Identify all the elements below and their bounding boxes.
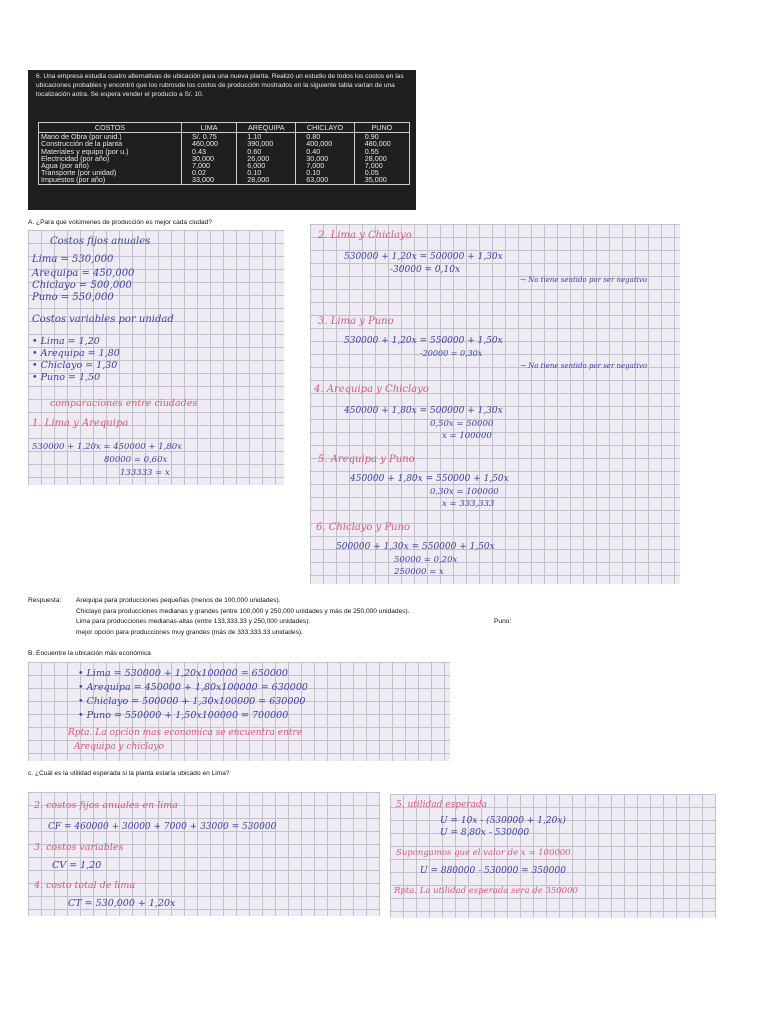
hw-line: Rpta. La utilidad esperada sera de 350000 bbox=[394, 886, 578, 896]
cost-value: 30,000 bbox=[182, 155, 237, 162]
hw-line: Arequipa = 450,000 bbox=[32, 268, 135, 279]
hw-line: -20000 = 0,30x bbox=[420, 349, 483, 358]
cost-value: S/. 0.75 bbox=[182, 133, 237, 141]
hw-line: 530000 + 1,20x = 550000 + 1,50x bbox=[344, 336, 503, 346]
header-lima: LIMA bbox=[182, 123, 237, 133]
header-costos: COSTOS bbox=[39, 123, 182, 133]
cost-value: 26,000 bbox=[237, 155, 296, 162]
hw-line: 4. costo total de lima bbox=[34, 880, 136, 891]
cost-value: 0.02 bbox=[182, 169, 237, 176]
hw-line: Supongamos que el valor de x = 100000 bbox=[396, 848, 571, 858]
cost-item-label: Mano de Obra (por unid.) bbox=[39, 133, 182, 141]
cost-value: 0.80 bbox=[296, 133, 354, 141]
hw-line: 3. Lima y Puno bbox=[318, 316, 394, 327]
hw-line: 50000 = 0,20x bbox=[394, 555, 458, 565]
hw-line: U = 8,80x - 530000 bbox=[440, 828, 530, 838]
hw-line: Rpta. La opción mas economica se encuentra entre bbox=[68, 728, 303, 738]
respuesta-puno: Puno: bbox=[494, 618, 512, 625]
cost-item-label: Construcción de la planta bbox=[39, 140, 182, 147]
hw-line: Arequipa y chiclayo bbox=[74, 742, 164, 752]
hw-line: Costos variables por unidad bbox=[32, 314, 174, 325]
hw-line: U = 880000 - 530000 = 350000 bbox=[420, 866, 566, 876]
hw-line: 6. Chiclayo y Puno bbox=[316, 522, 411, 533]
hw-line: • Puno = 550000 + 1,50x100000 = 700000 bbox=[78, 710, 289, 721]
hw-line: 2. costos fijos anuales en lima bbox=[34, 800, 178, 811]
cost-value: 0.60 bbox=[237, 148, 296, 155]
hw-line: x = 100000 bbox=[442, 431, 492, 441]
respuesta-line: Arequipa para producciones pequeñas (menos de 100,000 unidades). bbox=[76, 597, 281, 604]
cost-value: 28,000 bbox=[354, 155, 409, 162]
cost-value: 1.10 bbox=[237, 133, 296, 141]
problem-text: 6. Una empresa estudia cuatro alternativas de ubicación para una nueva planta. Realizó un estudio de todos los costos en las ubicaciones probables y encontró que los rubrosde los costos de producción mostrados en la siguiente tabla varían de una localización aotra. Se espera vender el producto a S/. 10. bbox=[36, 73, 404, 98]
hw-line: CT = 530,000 + 1,20x bbox=[68, 898, 176, 909]
hw-line: 2. Lima y Chiclayo bbox=[318, 230, 412, 241]
hw-line: → No tiene sentido por ser negativo bbox=[520, 362, 648, 370]
question-c: c. ¿Cuál es la utilidad esperada si la planta estaría ubicado en Lima? bbox=[28, 770, 230, 777]
hw-line: Lima = 530,000 bbox=[32, 254, 114, 265]
cost-value: 0.10 bbox=[296, 169, 354, 176]
hw-line: 500000 + 1,30x = 550000 + 1,50x bbox=[336, 542, 495, 552]
cost-table-body bbox=[39, 133, 410, 184]
hw-line: U = 10x - (530000 + 1,20x) bbox=[440, 816, 566, 826]
hw-line: 4. Arequipa y Chiclayo bbox=[314, 384, 429, 395]
cost-table-header bbox=[39, 123, 410, 133]
hw-line: → No tiene sentido por ser negativo bbox=[520, 276, 648, 284]
hw-line: • Lima = 1,20 bbox=[32, 336, 100, 347]
notebook-photo-c1 bbox=[28, 792, 380, 916]
hw-line: 530000 + 1,20x = 500000 + 1,30x bbox=[344, 252, 503, 262]
cost-value: 460,000 bbox=[182, 140, 237, 147]
cost-table-row bbox=[39, 155, 410, 162]
hw-line: Chiclayo = 500,000 bbox=[32, 280, 132, 291]
hw-line: 250000 = x bbox=[394, 567, 444, 577]
cost-value: 28,000 bbox=[237, 176, 296, 184]
cost-value: 390,000 bbox=[237, 140, 296, 147]
hw-line: 5. utilidad esperada bbox=[396, 800, 488, 810]
hw-line: • Arequipa = 1,80 bbox=[32, 348, 120, 359]
hw-line: x = 333,333 bbox=[442, 499, 495, 509]
hw-line: 133333 = x bbox=[120, 468, 170, 478]
hw-line: • Lima = 530000 + 1,20x100000 = 650000 bbox=[78, 668, 288, 679]
hw-line: 530000 + 1,20x = 450000 + 1,80x bbox=[32, 442, 182, 452]
cost-value: 7,000 bbox=[354, 162, 409, 169]
cost-item-label: Transporte (por unidad) bbox=[39, 169, 182, 176]
cost-value: 480,000 bbox=[354, 140, 409, 147]
cost-item-label: Impuestos (por año) bbox=[39, 176, 182, 184]
cost-value: 0.10 bbox=[237, 169, 296, 176]
cost-value: 33,000 bbox=[182, 176, 237, 184]
question-b: B. Encuentre la ubicación más económica bbox=[28, 650, 151, 657]
hw-line: CV = 1,20 bbox=[52, 860, 102, 871]
hw-line: 80000 = 0,60x bbox=[104, 455, 168, 465]
notebook-photo-a2 bbox=[310, 224, 680, 584]
hw-line: CF = 460000 + 30000 + 7000 + 33000 = 530000 bbox=[48, 822, 277, 832]
cost-value: 7,000 bbox=[182, 162, 237, 169]
cost-value: 0.05 bbox=[354, 169, 409, 176]
hw-line: 450000 + 1,80x = 500000 + 1,30x bbox=[344, 406, 503, 416]
hw-line: • Puno = 1,50 bbox=[32, 372, 101, 383]
hw-line: 5. Arequipa y Puno bbox=[318, 454, 415, 465]
hw-line: 450000 + 1,80x = 550000 + 1,50x bbox=[350, 474, 509, 484]
cost-value: 0.90 bbox=[354, 133, 409, 141]
cost-value: 7,000 bbox=[296, 162, 354, 169]
cost-item-label: Electricidad (por año) bbox=[39, 155, 182, 162]
cost-value: 30,000 bbox=[296, 155, 354, 162]
hw-line: 0,30x = 100000 bbox=[430, 487, 499, 497]
cost-value: 0.55 bbox=[354, 148, 409, 155]
notebook-photo-a1 bbox=[28, 230, 284, 485]
cost-value: 0.40 bbox=[296, 148, 354, 155]
hw-line: • Arequipa = 450000 + 1,80x100000 = 630000 bbox=[78, 682, 308, 693]
hw-line: • Chiclayo = 500000 + 1,30x100000 = 630000 bbox=[78, 696, 306, 707]
respuesta-line: Chiclayo para producciones medianas y grandes (entre 100,000 y 250,000 unidades y más de 250,000 unidades). bbox=[76, 607, 410, 615]
respuesta-line: mejor opción para producciones muy grandes (más de 333,333.33 unidades). bbox=[76, 628, 303, 636]
cost-value: 35,000 bbox=[354, 176, 409, 184]
cost-table-row bbox=[39, 176, 410, 184]
hw-line: Puno = 550,000 bbox=[32, 292, 114, 303]
cost-value: 63,000 bbox=[296, 176, 354, 184]
notebook-photo-c2 bbox=[390, 794, 716, 918]
cost-value: 400,000 bbox=[296, 140, 354, 147]
problem-statement bbox=[28, 70, 416, 210]
question-a: A. ¿Para que volúmenes de producción es mejor cada ciudad? bbox=[28, 219, 213, 226]
hw-line: 3. costos variables bbox=[34, 842, 124, 853]
notebook-photo-b bbox=[28, 662, 450, 761]
hw-line: 1. Lima y Arequipa bbox=[32, 418, 129, 429]
cost-value: 6,000 bbox=[237, 162, 296, 169]
hw-line: -30000 = 0,10x bbox=[390, 265, 461, 275]
hw-line: 0,50x = 50000 bbox=[430, 419, 494, 429]
respuesta-line: Lima para producciones medianas-altas (entre 133,333.33 y 250,000 unidades). bbox=[76, 618, 311, 625]
header-puno: PUNO bbox=[354, 123, 409, 133]
hw-line: comparaciones entre ciudades bbox=[50, 398, 198, 409]
respuesta-text bbox=[76, 596, 536, 638]
cost-table bbox=[38, 122, 410, 185]
cost-item-label: Materiales y equipo (por u.) bbox=[39, 148, 182, 155]
hw-line: Costos fijos anuales bbox=[50, 236, 151, 247]
header-chiclayo: CHICLAYO bbox=[296, 123, 354, 133]
respuesta-label: Respuesta: bbox=[28, 597, 62, 604]
header-arequipa: AREQUIPA bbox=[237, 123, 296, 133]
cost-value: 0.43 bbox=[182, 148, 237, 155]
cost-item-label: Agua (por año) bbox=[39, 162, 182, 169]
hw-line: • Chiclayo = 1,30 bbox=[32, 360, 118, 371]
